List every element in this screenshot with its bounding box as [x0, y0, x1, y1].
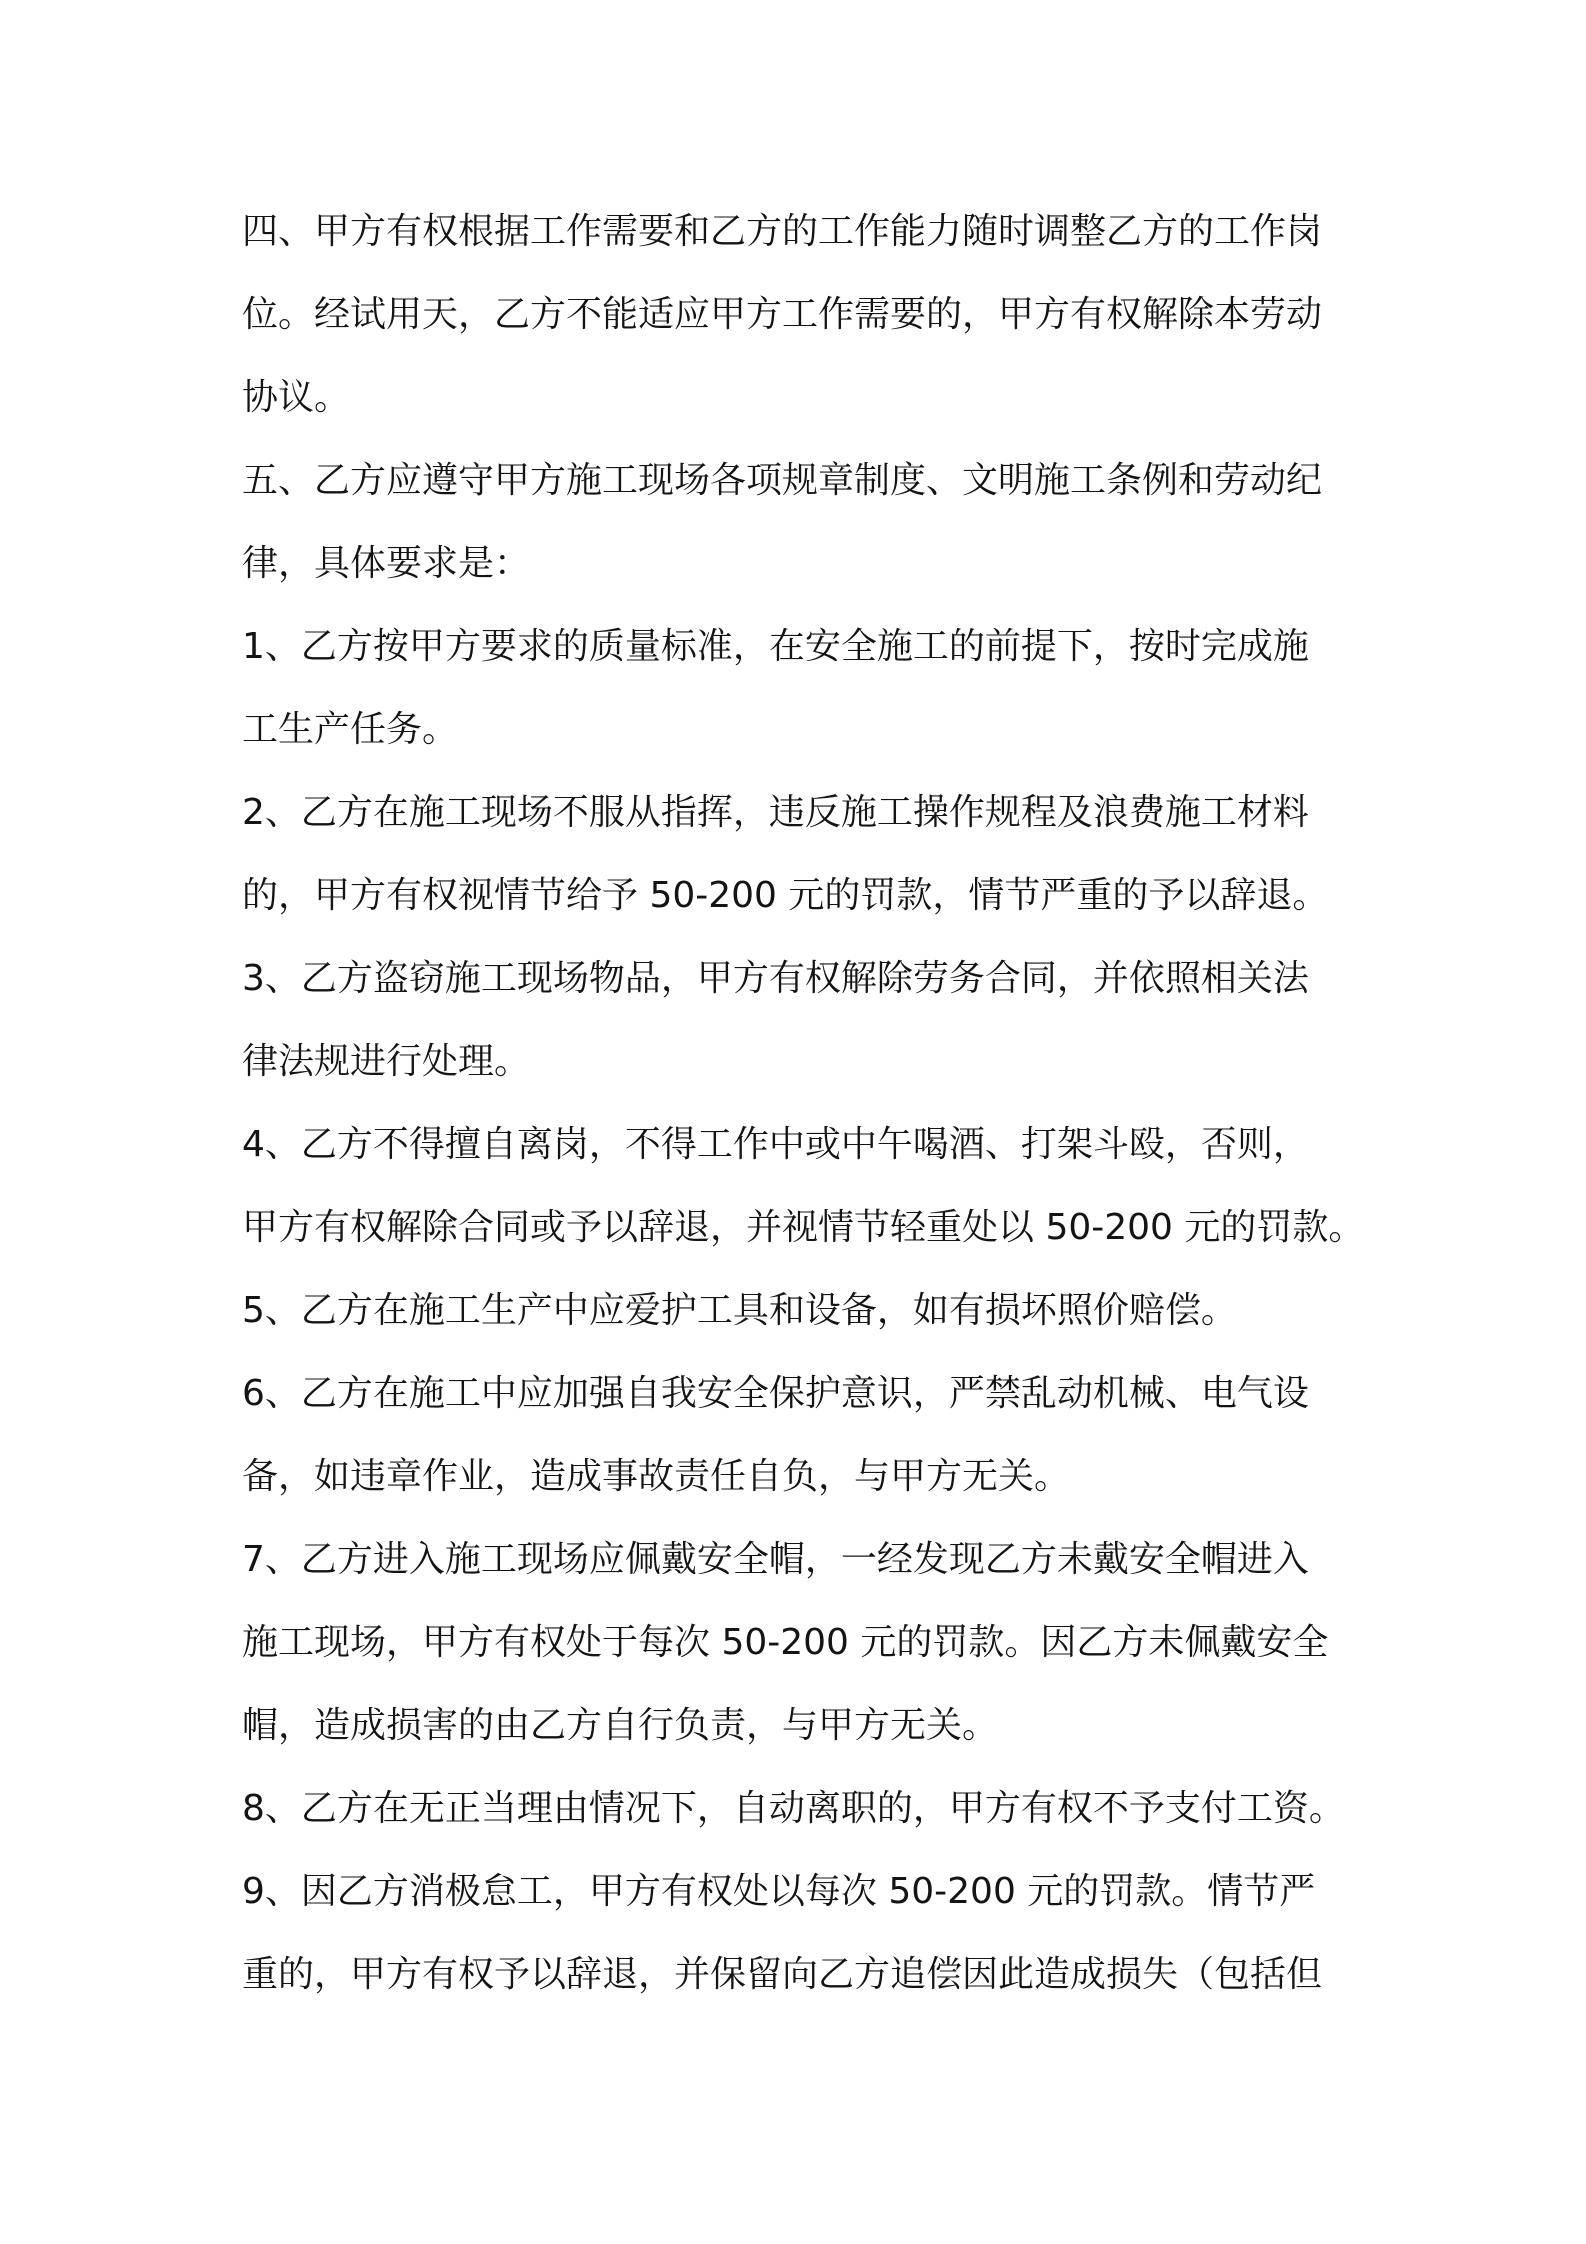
- text-line-8: 2、乙方在施工现场不服从指挥，违反施工操作规程及浪费施工材料: [242, 792, 1309, 833]
- text-line-4: 五、乙方应遵守甲方施工现场各项规章制度、文明施工条例和劳动纪: [242, 460, 1323, 501]
- text-line-18: 施工现场，甲方有权处于每次 50-200 元的罚款。因乙方未佩戴安全: [242, 1622, 1329, 1663]
- text-line-21: 9、因乙方消极怠工，甲方有权处以每次 50-200 元的罚款。情节严: [242, 1871, 1316, 1912]
- text-line-20: 8、乙方在无正当理由情况下，自动离职的，甲方有权不予支付工资。: [242, 1788, 1345, 1829]
- text-line-1: 四、甲方有权根据工作需要和乙方的工作能力随时调整乙方的工作岗: [242, 211, 1323, 252]
- text-line-13: 甲方有权解除合同或予以辞退，并视情节轻重处以 50-200 元的罚款。: [242, 1207, 1365, 1248]
- text-line-17: 7、乙方进入施工现场应佩戴安全帽，一经发现乙方未戴安全帽进入: [242, 1539, 1309, 1580]
- text-line-6: 1、乙方按甲方要求的质量标准，在安全施工的前提下，按时完成施: [242, 626, 1309, 667]
- text-line-22: 重的，甲方有权予以辞退，并保留向乙方追偿因此造成损失（包括但: [242, 1954, 1323, 1995]
- text-line-14: 5、乙方在施工生产中应爱护工具和设备，如有损坏照价赔偿。: [242, 1290, 1237, 1331]
- document-body: [242, 190, 1365, 2016]
- text-line-2: 位。经试用天，乙方不能适应甲方工作需要的，甲方有权解除本劳动: [242, 294, 1323, 335]
- text-line-15: 6、乙方在施工中应加强自我安全保护意识，严禁乱动机械、电气设: [242, 1373, 1309, 1414]
- text-line-19: 帽，造成损害的由乙方自行负责，与甲方无关。: [242, 1705, 999, 1746]
- text-line-5: 律，具体要求是：: [242, 543, 531, 584]
- text-line-9: 的，甲方有权视情节给予 50-200 元的罚款，情节严重的予以辞退。: [242, 875, 1329, 916]
- text-line-10: 3、乙方盗窃施工现场物品，甲方有权解除劳务合同，并依照相关法: [242, 958, 1309, 999]
- text-line-12: 4、乙方不得擅自离岗，不得工作中或中午喝酒、打架斗殴，否则，: [242, 1124, 1309, 1165]
- text-line-3: 协议。: [242, 377, 351, 418]
- text-line-11: 律法规进行处理。: [242, 1041, 531, 1082]
- text-line-7: 工生产任务。: [242, 709, 459, 750]
- text-line-16: 备，如违章作业，造成事故责任自负，与甲方无关。: [242, 1456, 1071, 1497]
